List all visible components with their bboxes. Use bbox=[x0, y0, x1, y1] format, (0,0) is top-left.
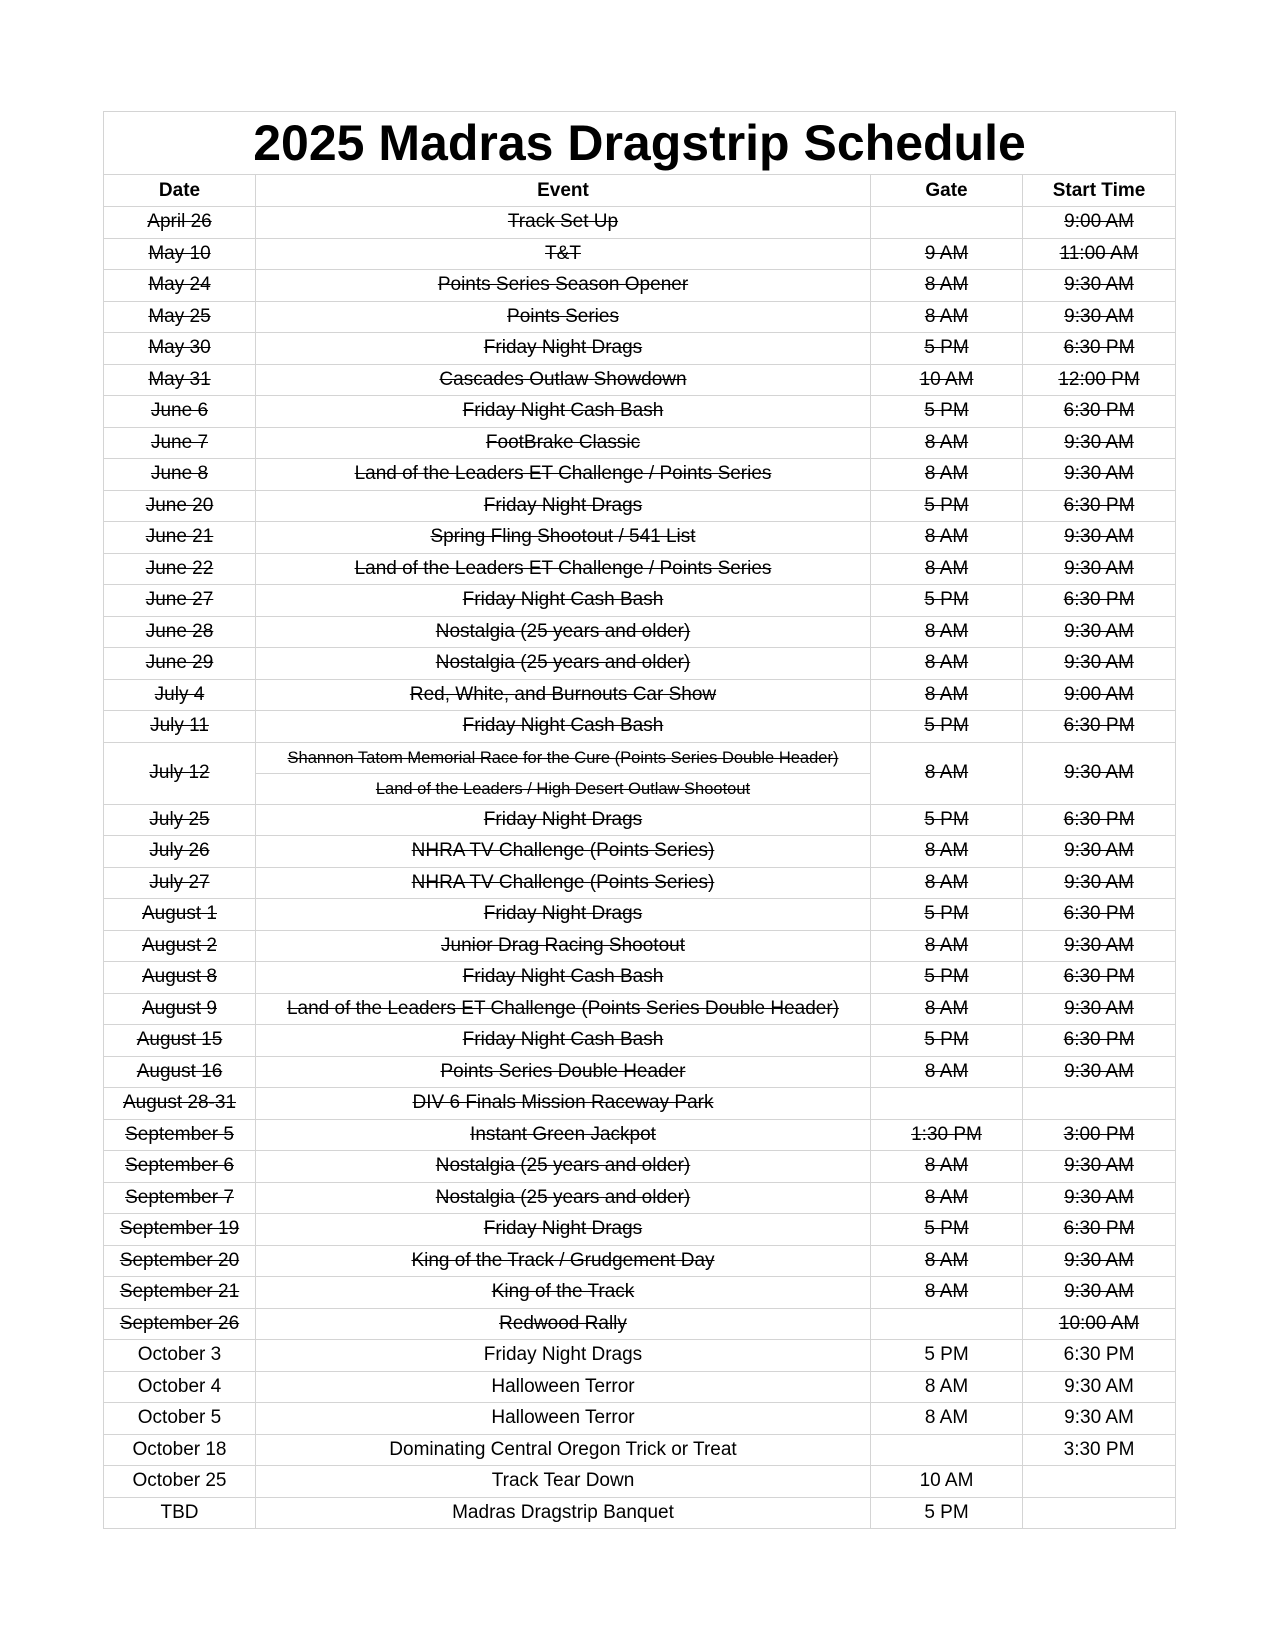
table-row bbox=[104, 867, 1176, 899]
cell-date: June 28 bbox=[104, 616, 256, 648]
cell-start-time: 6:30 PM bbox=[1023, 899, 1176, 931]
table-row bbox=[104, 490, 1176, 522]
cell-date: September 21 bbox=[104, 1277, 256, 1309]
cell-gate: 8 AM bbox=[871, 270, 1023, 302]
cell-start-time: 9:00 AM bbox=[1023, 679, 1176, 711]
cell-start-time: 9:30 AM bbox=[1023, 1371, 1176, 1403]
cell-start-time: 3:30 PM bbox=[1023, 1434, 1176, 1466]
cell-event: Points Series Double Header bbox=[256, 1056, 871, 1088]
cell-gate: 5 PM bbox=[871, 804, 1023, 836]
cell-start-time: 9:30 AM bbox=[1023, 616, 1176, 648]
cell-gate: 8 AM bbox=[871, 679, 1023, 711]
cell-event: Spring Fling Shootout / 541 List bbox=[256, 522, 871, 554]
cell-event: Friday Night Drags bbox=[256, 804, 871, 836]
cell-gate: 8 AM bbox=[871, 930, 1023, 962]
cell-event: Instant Green Jackpot bbox=[256, 1119, 871, 1151]
cell-gate: 8 AM bbox=[871, 1277, 1023, 1309]
table-row bbox=[104, 1308, 1176, 1340]
cell-date: July 4 bbox=[104, 679, 256, 711]
cell-gate: 8 AM bbox=[871, 836, 1023, 868]
cell-gate: 5 PM bbox=[871, 396, 1023, 428]
cell-start-time: 9:30 AM bbox=[1023, 1056, 1176, 1088]
cell-event: Friday Night Cash Bash bbox=[256, 1025, 871, 1057]
cell-event: Friday Night Cash Bash bbox=[256, 396, 871, 428]
cell-gate bbox=[871, 1088, 1023, 1120]
cell-event: Nostalgia (25 years and older) bbox=[256, 1151, 871, 1183]
table-row bbox=[104, 1088, 1176, 1120]
cell-gate: 8 AM bbox=[871, 1403, 1023, 1435]
cell-start-time bbox=[1023, 1088, 1176, 1120]
cell-date: July 26 bbox=[104, 836, 256, 868]
cell-date: June 27 bbox=[104, 585, 256, 617]
cell-date: May 24 bbox=[104, 270, 256, 302]
cell-start-time: 9:30 AM bbox=[1023, 1182, 1176, 1214]
cell-gate: 5 PM bbox=[871, 1025, 1023, 1057]
table-row bbox=[104, 1182, 1176, 1214]
table-row bbox=[104, 1245, 1176, 1277]
table-row bbox=[104, 522, 1176, 554]
cell-date: September 6 bbox=[104, 1151, 256, 1183]
cell-date: May 10 bbox=[104, 238, 256, 270]
table-row bbox=[104, 742, 1176, 773]
cell-date: June 8 bbox=[104, 459, 256, 491]
cell-start-time: 9:30 AM bbox=[1023, 1151, 1176, 1183]
cell-event: Friday Night Drags bbox=[256, 899, 871, 931]
cell-event: FootBrake Classic bbox=[256, 427, 871, 459]
table-row bbox=[104, 1466, 1176, 1498]
table-row bbox=[104, 836, 1176, 868]
cell-date: July 11 bbox=[104, 711, 256, 743]
cell-date: August 1 bbox=[104, 899, 256, 931]
table-row bbox=[104, 333, 1176, 365]
cell-event: King of the Track / Grudgement Day bbox=[256, 1245, 871, 1277]
table-row bbox=[104, 1025, 1176, 1057]
cell-start-time: 6:30 PM bbox=[1023, 396, 1176, 428]
cell-event: Land of the Leaders / High Desert Outlaw Shootout bbox=[256, 773, 871, 804]
cell-start-time: 9:30 AM bbox=[1023, 1245, 1176, 1277]
cell-start-time: 9:30 AM bbox=[1023, 301, 1176, 333]
cell-start-time: 6:30 PM bbox=[1023, 585, 1176, 617]
cell-gate: 8 AM bbox=[871, 742, 1023, 804]
cell-start-time: 9:30 AM bbox=[1023, 522, 1176, 554]
cell-gate: 8 AM bbox=[871, 648, 1023, 680]
table-row bbox=[104, 648, 1176, 680]
table-row bbox=[104, 616, 1176, 648]
table-row bbox=[104, 930, 1176, 962]
cell-date: August 8 bbox=[104, 962, 256, 994]
cell-start-time: 9:30 AM bbox=[1023, 930, 1176, 962]
cell-event: Land of the Leaders ET Challenge / Points Series bbox=[256, 553, 871, 585]
cell-event: Cascades Outlaw Showdown bbox=[256, 364, 871, 396]
table-row bbox=[104, 459, 1176, 491]
table-row bbox=[104, 1340, 1176, 1372]
cell-start-time: 9:30 AM bbox=[1023, 459, 1176, 491]
table-row bbox=[104, 1056, 1176, 1088]
cell-date: September 7 bbox=[104, 1182, 256, 1214]
cell-start-time: 10:00 AM bbox=[1023, 1308, 1176, 1340]
cell-start-time bbox=[1023, 1497, 1176, 1529]
cell-gate: 5 PM bbox=[871, 585, 1023, 617]
table-row bbox=[104, 207, 1176, 239]
cell-start-time: 9:30 AM bbox=[1023, 1277, 1176, 1309]
cell-gate: 8 AM bbox=[871, 1151, 1023, 1183]
cell-date: September 26 bbox=[104, 1308, 256, 1340]
cell-event: Nostalgia (25 years and older) bbox=[256, 648, 871, 680]
cell-date: June 7 bbox=[104, 427, 256, 459]
schedule-row-double bbox=[104, 742, 1176, 804]
cell-date: June 22 bbox=[104, 553, 256, 585]
cell-event: Redwood Rally bbox=[256, 1308, 871, 1340]
cell-start-time: 9:00 AM bbox=[1023, 207, 1176, 239]
cell-start-time: 11:00 AM bbox=[1023, 238, 1176, 270]
header-row bbox=[104, 175, 1176, 207]
table-row bbox=[104, 427, 1176, 459]
schedule-rows-before bbox=[104, 207, 1176, 743]
cell-date: June 6 bbox=[104, 396, 256, 428]
cell-gate: 8 AM bbox=[871, 993, 1023, 1025]
cell-date: July 25 bbox=[104, 804, 256, 836]
cell-date: October 3 bbox=[104, 1340, 256, 1372]
table-row bbox=[104, 238, 1176, 270]
cell-event: King of the Track bbox=[256, 1277, 871, 1309]
cell-start-time: 9:30 AM bbox=[1023, 742, 1176, 804]
cell-event: Red, White, and Burnouts Car Show bbox=[256, 679, 871, 711]
cell-event: Shannon Tatom Memorial Race for the Cure (Points Series Double Header) bbox=[256, 742, 871, 773]
cell-start-time: 9:30 AM bbox=[1023, 836, 1176, 868]
cell-start-time: 9:30 AM bbox=[1023, 553, 1176, 585]
cell-start-time: 9:30 AM bbox=[1023, 867, 1176, 899]
cell-gate: 5 PM bbox=[871, 1214, 1023, 1246]
cell-start-time: 6:30 PM bbox=[1023, 711, 1176, 743]
cell-event: T&T bbox=[256, 238, 871, 270]
cell-start-time: 6:30 PM bbox=[1023, 1340, 1176, 1372]
cell-gate: 5 PM bbox=[871, 1497, 1023, 1529]
cell-event: NHRA TV Challenge (Points Series) bbox=[256, 867, 871, 899]
cell-gate: 5 PM bbox=[871, 490, 1023, 522]
cell-gate bbox=[871, 207, 1023, 239]
cell-event: Points Series Season Opener bbox=[256, 270, 871, 302]
cell-date: August 28-31 bbox=[104, 1088, 256, 1120]
cell-gate: 9 AM bbox=[871, 238, 1023, 270]
cell-gate bbox=[871, 1434, 1023, 1466]
cell-event: Land of the Leaders ET Challenge / Points Series bbox=[256, 459, 871, 491]
cell-event: Friday Night Drags bbox=[256, 490, 871, 522]
cell-start-time: 3:00 PM bbox=[1023, 1119, 1176, 1151]
schedule-sheet bbox=[103, 111, 1175, 1529]
cell-event: Friday Night Cash Bash bbox=[256, 962, 871, 994]
cell-event: Junior Drag Racing Shootout bbox=[256, 930, 871, 962]
cell-event: DIV 6 Finals Mission Raceway Park bbox=[256, 1088, 871, 1120]
cell-event: Halloween Terror bbox=[256, 1371, 871, 1403]
cell-gate: 8 AM bbox=[871, 1245, 1023, 1277]
cell-date: May 30 bbox=[104, 333, 256, 365]
cell-event: Friday Night Cash Bash bbox=[256, 585, 871, 617]
cell-gate: 5 PM bbox=[871, 962, 1023, 994]
column-header-gate: Gate bbox=[871, 175, 1023, 207]
cell-start-time: 9:30 AM bbox=[1023, 993, 1176, 1025]
cell-date: August 9 bbox=[104, 993, 256, 1025]
cell-date: June 29 bbox=[104, 648, 256, 680]
cell-event: Madras Dragstrip Banquet bbox=[256, 1497, 871, 1529]
table-row bbox=[104, 679, 1176, 711]
cell-event: Nostalgia (25 years and older) bbox=[256, 1182, 871, 1214]
cell-gate: 8 AM bbox=[871, 1371, 1023, 1403]
cell-start-time: 12:00 PM bbox=[1023, 364, 1176, 396]
cell-date: October 25 bbox=[104, 1466, 256, 1498]
cell-date: October 18 bbox=[104, 1434, 256, 1466]
cell-date: August 2 bbox=[104, 930, 256, 962]
cell-start-time: 9:30 AM bbox=[1023, 648, 1176, 680]
cell-gate: 10 AM bbox=[871, 364, 1023, 396]
cell-date: September 19 bbox=[104, 1214, 256, 1246]
table-row bbox=[104, 301, 1176, 333]
cell-start-time: 6:30 PM bbox=[1023, 804, 1176, 836]
table-row bbox=[104, 993, 1176, 1025]
cell-date: October 5 bbox=[104, 1403, 256, 1435]
table-row bbox=[104, 804, 1176, 836]
cell-event: Halloween Terror bbox=[256, 1403, 871, 1435]
cell-event: Friday Night Cash Bash bbox=[256, 711, 871, 743]
table-row bbox=[104, 1151, 1176, 1183]
table-row bbox=[104, 711, 1176, 743]
column-header-start-time: Start Time bbox=[1023, 175, 1176, 207]
cell-gate: 5 PM bbox=[871, 333, 1023, 365]
table-row bbox=[104, 1403, 1176, 1435]
cell-date: June 21 bbox=[104, 522, 256, 554]
table-row bbox=[104, 1497, 1176, 1529]
schedule-rows-after bbox=[104, 804, 1176, 1529]
table-row bbox=[104, 270, 1176, 302]
cell-event: Nostalgia (25 years and older) bbox=[256, 616, 871, 648]
cell-start-time: 9:30 AM bbox=[1023, 270, 1176, 302]
cell-date: October 4 bbox=[104, 1371, 256, 1403]
cell-gate bbox=[871, 1308, 1023, 1340]
cell-event: Dominating Central Oregon Trick or Treat bbox=[256, 1434, 871, 1466]
table-row bbox=[104, 1119, 1176, 1151]
cell-event: NHRA TV Challenge (Points Series) bbox=[256, 836, 871, 868]
title-row bbox=[104, 112, 1176, 175]
cell-gate: 10 AM bbox=[871, 1466, 1023, 1498]
cell-start-time: 6:30 PM bbox=[1023, 1025, 1176, 1057]
cell-event: Track Tear Down bbox=[256, 1466, 871, 1498]
cell-date: June 20 bbox=[104, 490, 256, 522]
cell-start-time: 9:30 AM bbox=[1023, 427, 1176, 459]
cell-gate: 5 PM bbox=[871, 1340, 1023, 1372]
cell-event: Points Series bbox=[256, 301, 871, 333]
cell-gate: 8 AM bbox=[871, 1182, 1023, 1214]
cell-date: July 27 bbox=[104, 867, 256, 899]
cell-gate: 8 AM bbox=[871, 553, 1023, 585]
cell-gate: 8 AM bbox=[871, 459, 1023, 491]
column-header-date: Date bbox=[104, 175, 256, 207]
cell-gate: 8 AM bbox=[871, 427, 1023, 459]
cell-date: May 31 bbox=[104, 364, 256, 396]
table-row bbox=[104, 364, 1176, 396]
table-row bbox=[104, 396, 1176, 428]
cell-event: Track Set Up bbox=[256, 207, 871, 239]
table-row bbox=[104, 899, 1176, 931]
cell-gate: 8 AM bbox=[871, 301, 1023, 333]
table-row bbox=[104, 553, 1176, 585]
cell-gate: 5 PM bbox=[871, 899, 1023, 931]
cell-date: September 20 bbox=[104, 1245, 256, 1277]
cell-start-time: 6:30 PM bbox=[1023, 333, 1176, 365]
cell-start-time: 6:30 PM bbox=[1023, 962, 1176, 994]
cell-start-time: 9:30 AM bbox=[1023, 1403, 1176, 1435]
cell-date: September 5 bbox=[104, 1119, 256, 1151]
cell-gate: 8 AM bbox=[871, 867, 1023, 899]
table-row bbox=[104, 1371, 1176, 1403]
cell-gate: 8 AM bbox=[871, 1056, 1023, 1088]
cell-gate: 5 PM bbox=[871, 711, 1023, 743]
column-header-event: Event bbox=[256, 175, 871, 207]
cell-date: July 12 bbox=[104, 742, 256, 804]
cell-event: Friday Night Drags bbox=[256, 1340, 871, 1372]
table-row bbox=[104, 1277, 1176, 1309]
cell-gate: 1:30 PM bbox=[871, 1119, 1023, 1151]
schedule-table bbox=[103, 111, 1176, 1529]
cell-event: Land of the Leaders ET Challenge (Points Series Double Header) bbox=[256, 993, 871, 1025]
cell-gate: 8 AM bbox=[871, 616, 1023, 648]
cell-date: April 26 bbox=[104, 207, 256, 239]
cell-date: TBD bbox=[104, 1497, 256, 1529]
table-row bbox=[104, 585, 1176, 617]
cell-event: Friday Night Drags bbox=[256, 333, 871, 365]
cell-gate: 8 AM bbox=[871, 522, 1023, 554]
cell-start-time: 6:30 PM bbox=[1023, 490, 1176, 522]
cell-start-time: 6:30 PM bbox=[1023, 1214, 1176, 1246]
table-row bbox=[104, 962, 1176, 994]
cell-date: August 16 bbox=[104, 1056, 256, 1088]
page-title: 2025 Madras Dragstrip Schedule bbox=[104, 112, 1176, 175]
table-row bbox=[104, 1214, 1176, 1246]
cell-date: August 15 bbox=[104, 1025, 256, 1057]
cell-date: May 25 bbox=[104, 301, 256, 333]
cell-event: Friday Night Drags bbox=[256, 1214, 871, 1246]
cell-start-time bbox=[1023, 1466, 1176, 1498]
table-row bbox=[104, 1434, 1176, 1466]
